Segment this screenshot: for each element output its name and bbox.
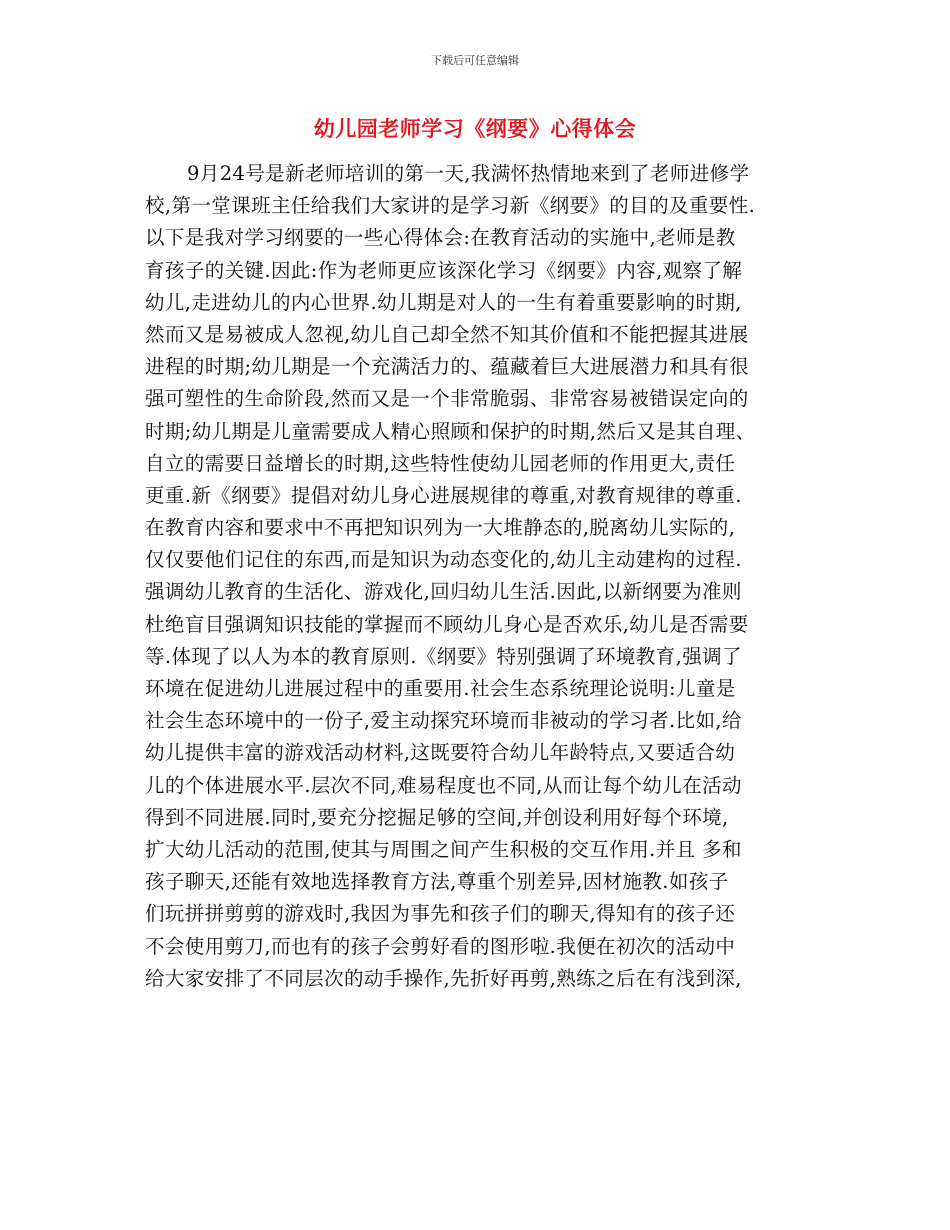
header-note: 下载后可任意编辑: [431, 54, 519, 67]
document-title: 幼儿园老师学习《纲要》心得体会: [313, 117, 637, 141]
body-line: 等.体现了以人为本的教育原则.《纲要》特别强调了环境教育,强调了: [145, 644, 742, 668]
body-line: 儿的个体进展水平.层次不同,难易程度也不同,从而让每个幼儿在活动: [145, 773, 742, 797]
body-line: 育孩子的关键.因此:作为老师更应该深化学习《纲要》内容,观察了解: [145, 258, 743, 282]
document-body: [145, 158, 810, 995]
body-line: 得到不同进展.同时,要充分挖掘足够的空间,并创设利用好每个环境,: [145, 805, 729, 829]
body-line: 幼儿,走进幼儿的内心世界.幼儿期是对人的一生有着重要影响的时期,: [145, 290, 742, 314]
body-line: 以下是我对学习纲要的一些心得体会:在教育活动的实施中,老师是教: [145, 226, 736, 250]
body-line: 孩子聊天,还能有效地选择教育方法,尊重个别差异,因材施教.如孩子: [145, 870, 729, 894]
body-line: 扩大幼儿活动的范围,使其与周围之间产生积极的交互作用.并且 多和: [145, 837, 742, 861]
body-line: 环境在促进幼儿进展过程中的重要用.社会生态系统理论说明:儿童是: [145, 677, 736, 700]
body-line: 强可塑性的生命阶段,然而又是一个非常脆弱、非常容易被错误定向的: [145, 387, 749, 411]
body-line: 给大家安排了不同层次的动手操作,先折好再剪,熟练之后在有浅到深,: [145, 966, 742, 990]
body-line: 时期;幼儿期是儿童需要成人精心照顾和保护的时期,然后又是其自理、: [145, 419, 756, 443]
body-line: 自立的需要日益增长的时期,这些特性使幼儿园老师的作用更大,责任: [145, 451, 736, 475]
body-line: 校,第一堂课班主任给我们大家讲的是学习新《纲要》的目的及重要性.: [145, 194, 756, 218]
body-line: 社会生态环境中的一份子,爱主动探究环境而非被动的学习者.比如,给: [145, 709, 742, 733]
body-line: 在教育内容和要求中不再把知识列为一大堆静态的,脱离幼儿实际的,: [145, 516, 736, 540]
body-line: 不会使用剪刀,而也有的孩子会剪好看的图形啦.我便在初次的活动中: [145, 934, 736, 958]
body-line: 更重.新《纲要》提倡对幼儿身心进展规律的尊重,对教育规律的尊重.: [145, 483, 742, 507]
body-line: 然而又是易被成人忽视,幼儿自己却全然不知其价值和不能把握其进展: [145, 322, 749, 346]
body-line: 仅仅要他们记住的东西,而是知识为动态变化的,幼儿主动建构的过程.: [145, 548, 742, 572]
body-line: 杜绝盲目强调知识技能的掌握而不顾幼儿身心是否欢乐,幼儿是否需要: [145, 612, 749, 636]
body-line: 们玩拼拼剪剪的游戏时,我因为事先和孩子们的聊天,得知有的孩子还: [145, 902, 736, 926]
body-line: 9月24号是新老师培训的第一天,我满怀热情地来到了老师进修学: [187, 162, 750, 185]
body-line: 强调幼儿教育的生活化、游戏化,回归幼儿生活.因此,以新纲要为准则: [145, 580, 742, 604]
body-line: 幼儿提供丰富的游戏活动材料,这既要符合幼儿年龄特点,又要适合幼: [145, 741, 736, 765]
body-line: 进程的时期;幼儿期是一个充满活力的、蕴藏着巨大进展潜力和具有很: [145, 355, 749, 379]
